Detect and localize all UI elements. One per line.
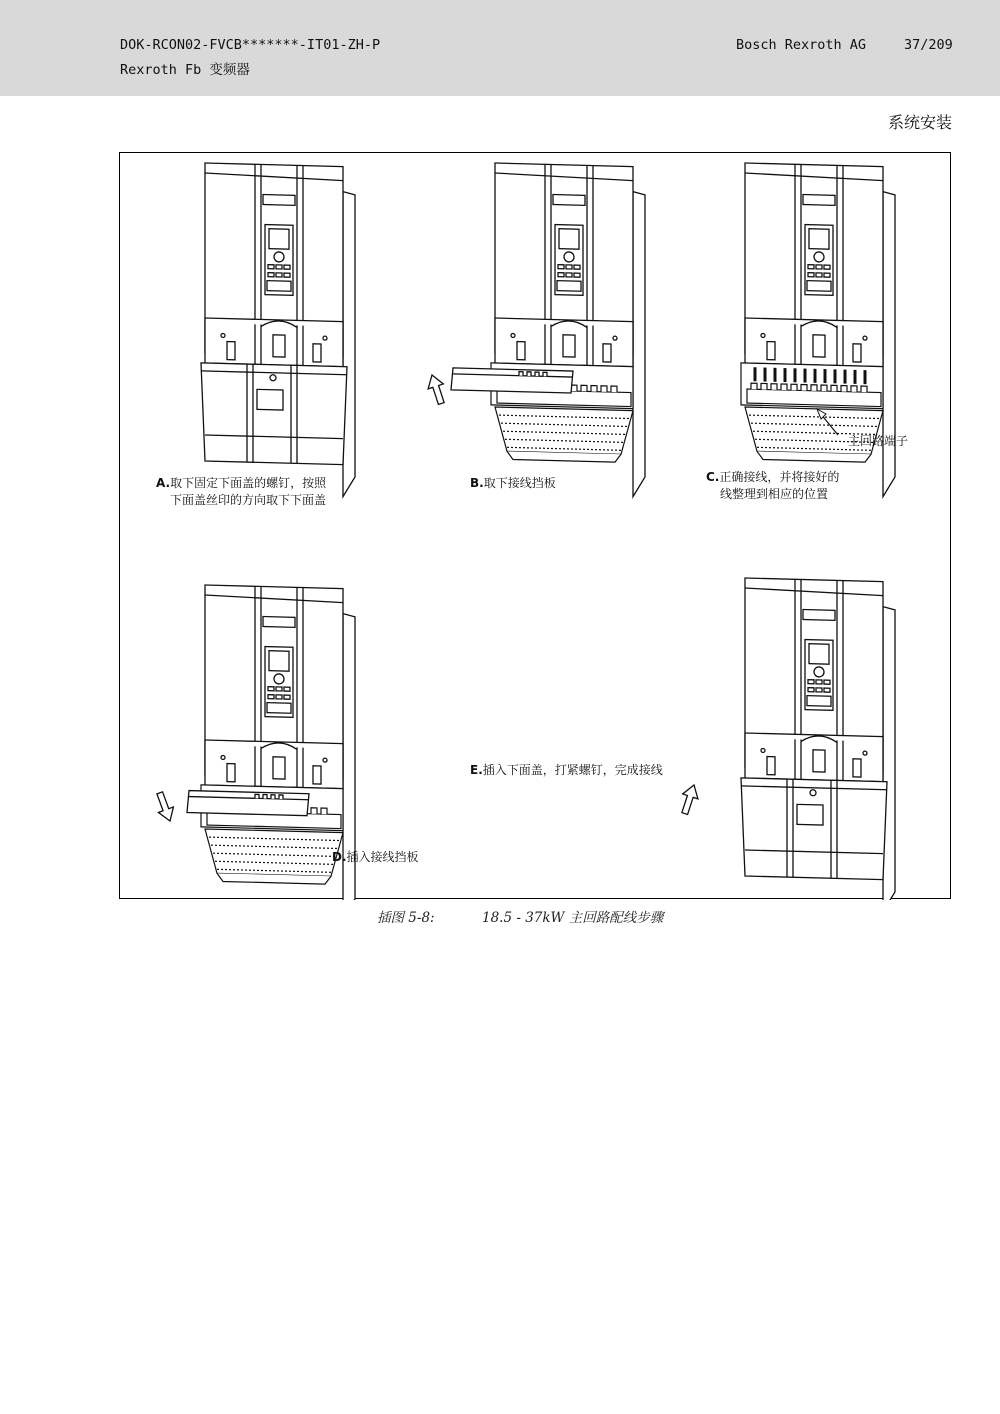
arrow-up-icon bbox=[424, 373, 448, 406]
step-e-label: E.插入下面盖，打紧螺钉，完成接线 bbox=[470, 763, 663, 777]
step-b-label: B.取下接线挡板 bbox=[470, 476, 556, 490]
wiring-steps-figure bbox=[119, 152, 951, 899]
step-a-label: A.取下固定下面盖的螺钉，按照 下面盖丝印的方向取下下面盖 bbox=[156, 476, 327, 507]
step-d-label: D.插入接线挡板 bbox=[332, 850, 419, 864]
drive-drawing-d bbox=[187, 585, 355, 900]
section-title: 系统安装 bbox=[887, 113, 952, 132]
product-name: Rexroth Fb 变频器 bbox=[120, 62, 250, 78]
step-c-label: C.正确接线，并将接好的 线整理到相应的位置 bbox=[706, 470, 840, 501]
figure-caption-text: 18.5 - 37kW 主回路配线步骤 bbox=[482, 910, 664, 926]
drive-drawing-b bbox=[451, 162, 645, 497]
drive-drawing-a bbox=[201, 163, 355, 497]
wiring-drawings bbox=[120, 153, 952, 900]
arrow-down-icon bbox=[152, 790, 177, 824]
page-number: 37/209 bbox=[904, 37, 953, 53]
document-id: DOK-RCON02-FVCB*******-IT01-ZH-P bbox=[120, 37, 381, 53]
figure-caption-number: 插图 5-8: bbox=[377, 910, 435, 926]
drive-drawing-e bbox=[741, 578, 895, 900]
arrow-up-icon bbox=[677, 783, 701, 816]
main-circuit-terminal-callout: 主回路端子 bbox=[848, 434, 909, 448]
company-name: Bosch Rexroth AG bbox=[736, 37, 867, 53]
